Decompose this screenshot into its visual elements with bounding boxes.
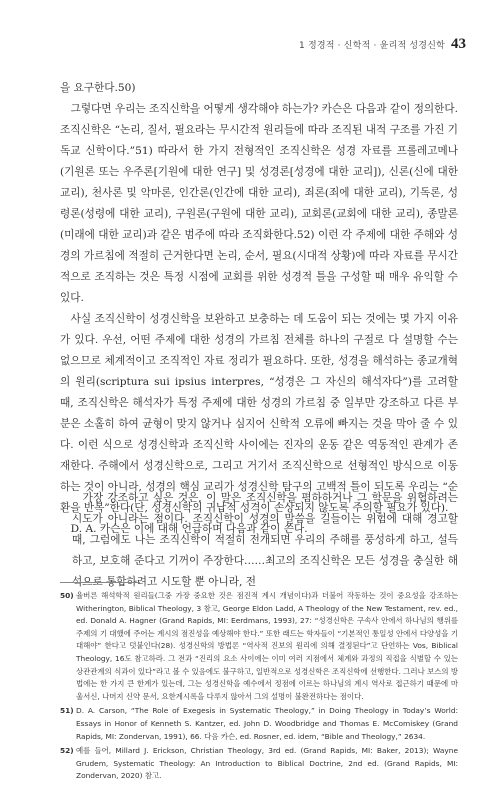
footnote-text: 율버른 해석학적 원리들(그중 가장 중요한 것은 점진적 계시 개념이다)과 더불어 작동하는 것이 중요성을 강조하는 Witherington, Biblical Theology, 3 참고, George Eldon Ladd, A Theology of the New Testament, rev. ed., ed. Donald A. Hagner (Grand Rapids, MI: Eerdmans, 1993), 27: “성경신학은 구속사 안에서 하나님의 행위를 주제의 기 대했에 주어는 계시의 점진성을 예상해야 한다.” 또한 래드는 학자들이 “기본적인 통일성 안에서 다양성을 기대해야” 한다고 덧붙인다(28). 성경신학의 방법론 “역사적 진보의 원리에 의해 결정된다”고 단언하는 Vos, Biblical Theology, 16도 참고하라. 그 전과 “진리의 요소 사이에는 이미 여러 지점에서 체계와 과정의 직접을 식별할 수 있는 상관관계의 식과이 있다”라고 볼 수 있음에도 불구하고, 일반적으로 성경신학은 조직신학에 선행한다. 그러나 보스의 방법에는 한 가지 큰 한계가 있는데, 그는 성경신학을 예수에서 정점에 이르는 하나님의 계시 역사로 접근하기 때문에 마울서신, 나머지 신약 문서, 요한계시록을 다루지 않아서 그의 설명이 불완전하다는 점이다. xyxy=(76,591,458,701)
footnote-number: 52) xyxy=(60,746,74,756)
paragraph: 사실 조직신학이 성경신학을 보완하고 보충하는 데 도움이 되는 것에는 몇 가지 이유가 있다. 우선, 어떤 주제에 대한 성경의 가르침 전체를 하나의 구절로 다 설명할 수는 없으므로 체계적이고 조직적인 자료 정리가 필요하다. 또한, 성경을 해석하는 종교개혁의 원리(scriptura sui ipsius interpres, “성경은 그 자신의 해석자다”)를 고려할 때, 조직신학은 해석자가 특정 주제에 대한 성경의 가르침 중 일부만 강조하고 다른 부분은 소홀히 하여 균형이 맞지 않거나 심지어 신학적 오류에 빠지는 것을 막아 줄 수 있다. 이런 식으로 성경신학과 조직신학 사이에는 진자의 운동 같은 역동적인 관계가 존재한다. 주해에서 성경신학으로, 그리고 거기서 조직신학으로 선형적인 방식으로 이동하는 것이 아니라, 성경의 핵심 교리가 성경신학 탐구의 고백적 틀이 되도록 우리는 “순환을 반복”한다(단, 성경신학의 귀납적 성격이 손상되지 않도록 주의할 필요가 있다). xyxy=(60,313,458,514)
paragraph: D. A. 카슨은 이에 대해 언급하며 다음과 같이 쓴다. xyxy=(70,523,308,535)
main-body-text xyxy=(60,78,458,540)
running-header xyxy=(299,36,466,53)
footnote-text: D. A. Carson, “The Role of Exegesis in Systematic Theology,” in Doing Theology in Today’s World: Essays in Honor of Kenneth S. Kantzer, ed. John D. Woodbridge and Thomas E. McComiskey (Grand Rapids, MI: Zondervan, 1991), 66. 다음 카슨, ed. Rosner, ed. idem, “Bible and Theology,” 2634. xyxy=(76,706,458,741)
footnote-text: 예를 들어, Millard J. Erickson, Christian Theology, 3rd ed. (Grand Rapids, MI: Baker, 2013); Wayne Grudem, Systematic Theology: An Introduction to Biblical Doctrine, 2nd ed. (Grand Rapids, MI: Zondervan, 2020) 참고. xyxy=(76,746,458,781)
footnote-divider xyxy=(60,582,140,583)
footnote-number: 50) xyxy=(60,591,74,600)
footnote xyxy=(60,745,458,783)
paragraph: 을 요구한다.50) xyxy=(60,82,136,94)
footnotes xyxy=(60,590,458,785)
paragraph: 그렇다면 우리는 조직신학을 어떻게 생각해야 하는가? 카슨은 다음과 같이 정의한다. 조직신학은 “논리, 질서, 필요라는 무시간적 원리들에 따라 조직된 내적 구조를 가진 기독교 신학이다.”51) 따라서 한 가지 전형적인 조직신학은 성경 자료를 프롤레고메나(기원론 또는 우주론[기원에 대한 연구] 및 성경론[성경에 대한 교리]), 신론(신에 대한 교리), 천사론 및 악마론, 인간론(인간에 대한 교리), 죄론(죄에 대한 교리), 기독론, 성령론(성령에 대한 교리), 구원론(구원에 대한 교리), 교회론(교회에 대한 교리), 종말론(미래에 대한 교리)과 같은 범주에 따라 조직화한다.52) 이런 각 주제에 대한 주해와 성경의 가르침에 적절히 근거한다면 논리, 순서, 필요(시대적 상황)에 따라 자료를 무시간적으로 조직하는 것은 특정 시점에 교회를 위한 성경적 틀을 구성할 때 매우 유익할 수 있다. xyxy=(60,103,458,304)
page-number: 43 xyxy=(451,36,466,52)
block-quote: 가장 강조하고 싶은 것은, 이 말은 조직신학을 폄하하거나 그 학문을 위협하려는 시도가 아니라는 점이다. 조직신학이 성경의 말씀을 길들이는 위험에 대해 경고할 때, 그럼에도 나는 조직신학이 적절히 전개되면 우리의 주해를 풍성하게 하고, 설득하고, 보호해 준다고 기꺼이 주장한다……최고의 조직신학은 모든 성경을 충실한 해석으로 통합하려고 시도할 뿐 아니라, 전 xyxy=(72,492,458,588)
footnote-number: 51) xyxy=(60,706,74,716)
running-title: 1 정경적 · 신학적 · 윤리적 성경신학 xyxy=(298,41,445,51)
footnote xyxy=(60,590,458,703)
footnote xyxy=(60,705,458,743)
